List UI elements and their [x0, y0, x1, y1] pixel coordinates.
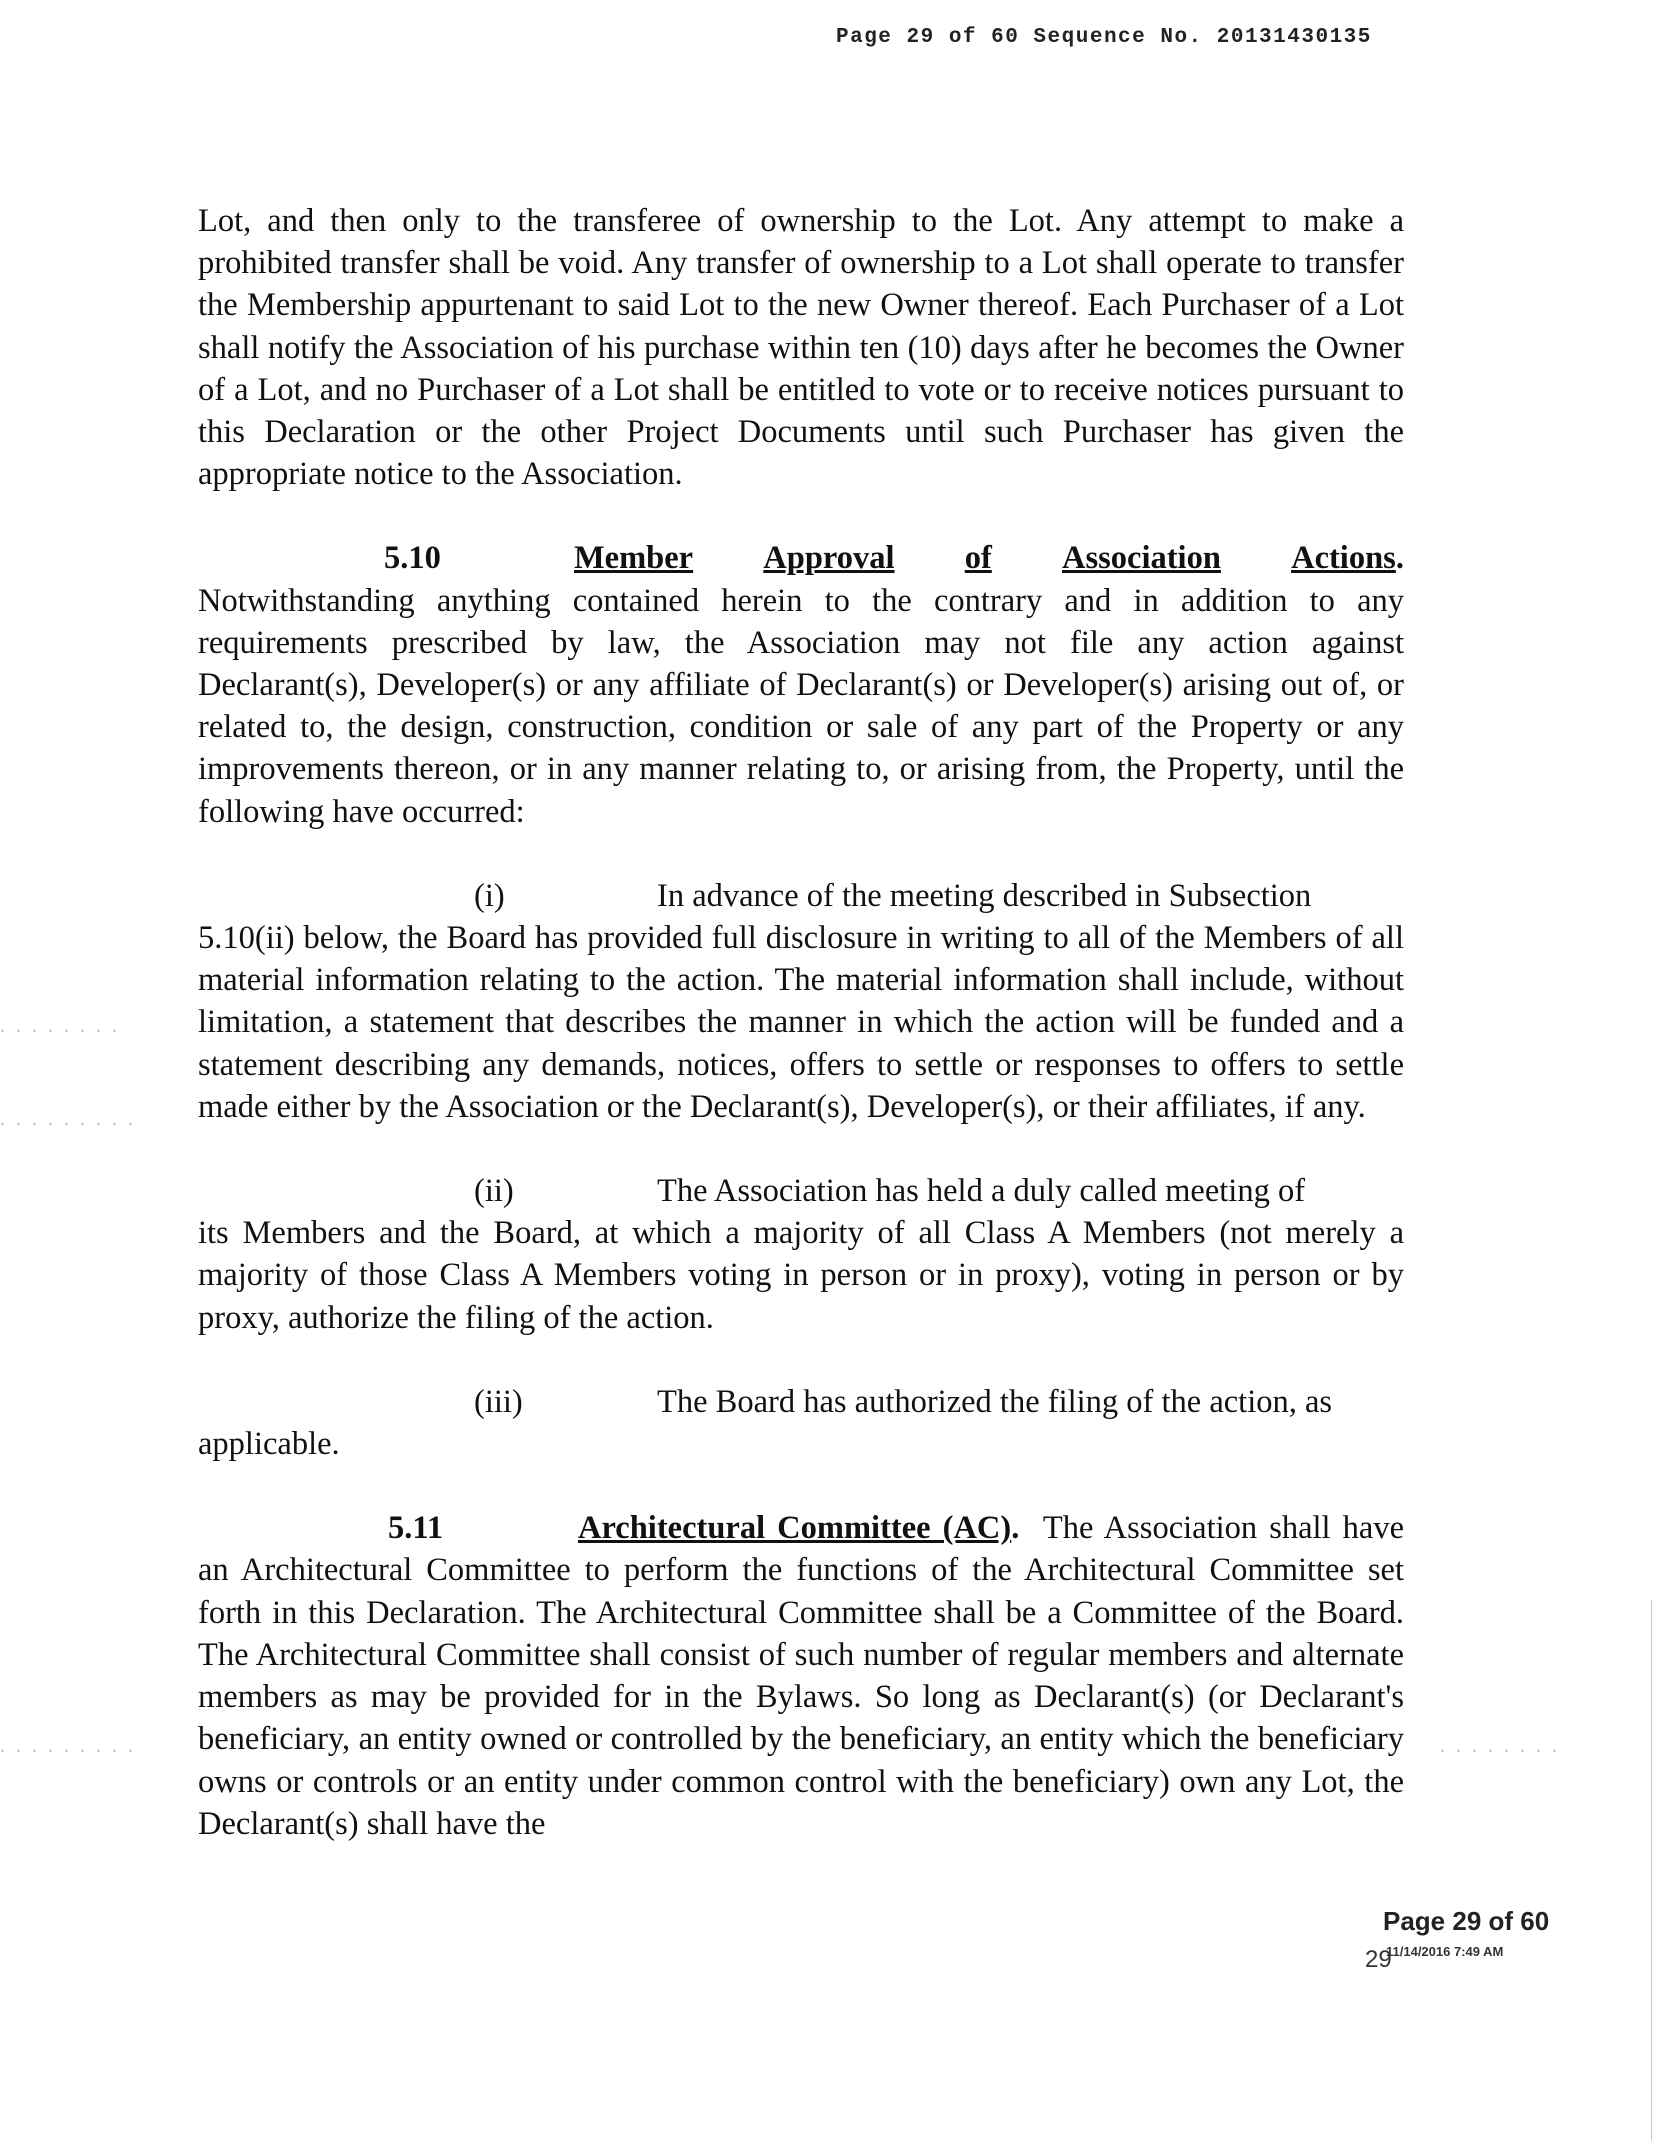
section-5-11-body: The Association shall have an Architectural Committee to perform the functions of the Architectural Committee set forth in this Declaration. The Architectural Committee shall be a Committee of the Board. The Architectural Committee shall consist of such number of regular members and alternate members as may be provided for in the Bylaws. So long as Declarant(s) (or Declarant's beneficiary, an entity owned or controlled by the beneficiary, an entity which the beneficiary owns or controls or an entity under common control with the beneficiary) own any Lot, the Declarant(s) shall have the — [198, 1510, 1404, 1842]
title-word: of — [964, 540, 992, 577]
subsection-number: (ii) — [474, 1173, 514, 1210]
title-word: Member — [574, 540, 694, 577]
scan-artifact: . . . . . . . . . — [0, 1108, 136, 1130]
section-5-10-heading — [198, 537, 1404, 579]
subsection-lead: The Board has authorized the filing of the action, as — [657, 1383, 1333, 1420]
paragraph-transfer: Lot, and then only to the transferee of ownership to the Lot. Any attempt to make a prohibited transfer shall be void. Any transfer of ownership to a Lot shall operate to transfer the Membership appurtenant to said Lot to the new Owner thereof. Each Purchaser of a Lot shall notify the Association of his purchase within ten (10) days after he becomes the Owner of a Lot, and no Purchaser of a Lot shall be entitled to vote or to receive notices pursuant to this Declaration or the other Project Documents until such Purchaser has given the appropriate notice to the Association. — [198, 203, 1404, 493]
footer-page-number: 29 — [1365, 1946, 1392, 1973]
subsection-i-heading — [198, 875, 1404, 917]
subsection-number: (iii) — [474, 1383, 523, 1420]
section-title: Architectural Committee (AC) — [578, 1510, 1012, 1547]
spacer — [198, 1339, 1404, 1381]
scan-artifact: . . . . . . . . — [0, 1015, 120, 1037]
section-number: 5.10 — [384, 540, 441, 577]
section-5-10-body: Notwithstanding anything contained herein to the contrary and in addition to any requirements prescribed by law, the Association may not file any action against Declarant(s), Developer(s) or any affiliate of Declarant(s) or Developer(s) arising out of, or related to, the design, construction, condition or sale of any part of the Property or any improvements thereon, or in any manner relating to, or arising from, the Property, until the following have occurred: — [198, 582, 1404, 830]
title-word: Actions — [1291, 540, 1396, 577]
subsection-lead: In advance of the meeting described in Subsection — [657, 877, 1312, 914]
subsection-number: (i) — [474, 877, 505, 914]
subsection-iii-heading — [198, 1381, 1404, 1423]
scan-artifact: . . . . . . . . — [1440, 1735, 1560, 1757]
subsection-ii-heading — [198, 1170, 1404, 1212]
title-period: . — [1011, 1510, 1020, 1547]
subsection-lead: The Association has held a duly called meeting of — [657, 1173, 1306, 1210]
page-sequence-header: Page 29 of 60 Sequence No. 20131430135 — [836, 26, 1372, 49]
footer-page-label: Page 29 of 60 — [1383, 1906, 1550, 1936]
subsection-ii-body: its Members and the Board, at which a majority of all Class A Members (not merely a majority of those Class A Members voting in person or in proxy), voting in person or by proxy, authorize the filing of the action. — [198, 1215, 1404, 1336]
document-body — [198, 200, 1404, 1845]
scan-artifact: . . . . . . . . . — [0, 1735, 136, 1757]
title-word: Approval — [763, 540, 895, 577]
section-title — [574, 537, 1404, 579]
title-period: . — [1395, 540, 1404, 577]
section-5-11 — [198, 1507, 1404, 1845]
scan-edge-line — [1651, 1600, 1652, 2140]
subsection-iii-body: applicable. — [198, 1426, 340, 1463]
footer-timestamp: 11/14/2016 7:49 AM — [1386, 1944, 1504, 1959]
spacer — [198, 495, 1404, 537]
title-word: Association — [1062, 540, 1221, 577]
spacer — [198, 833, 1404, 875]
subsection-i-body: 5.10(ii) below, the Board has provided full disclosure in writing to all of the Members of all material information relating to the action. The material information shall include, without limitation, a statement that describes the manner in which the action will be funded and a statement describing any demands, notices, offers to settle or responses to offers to settle made either by the Association or the Declarant(s), Developer(s), or their affiliates, if any. — [198, 920, 1404, 1125]
section-number: 5.11 — [388, 1510, 444, 1547]
title-word-last — [1291, 537, 1404, 579]
spacer — [198, 1128, 1404, 1170]
spacer — [198, 1465, 1404, 1507]
